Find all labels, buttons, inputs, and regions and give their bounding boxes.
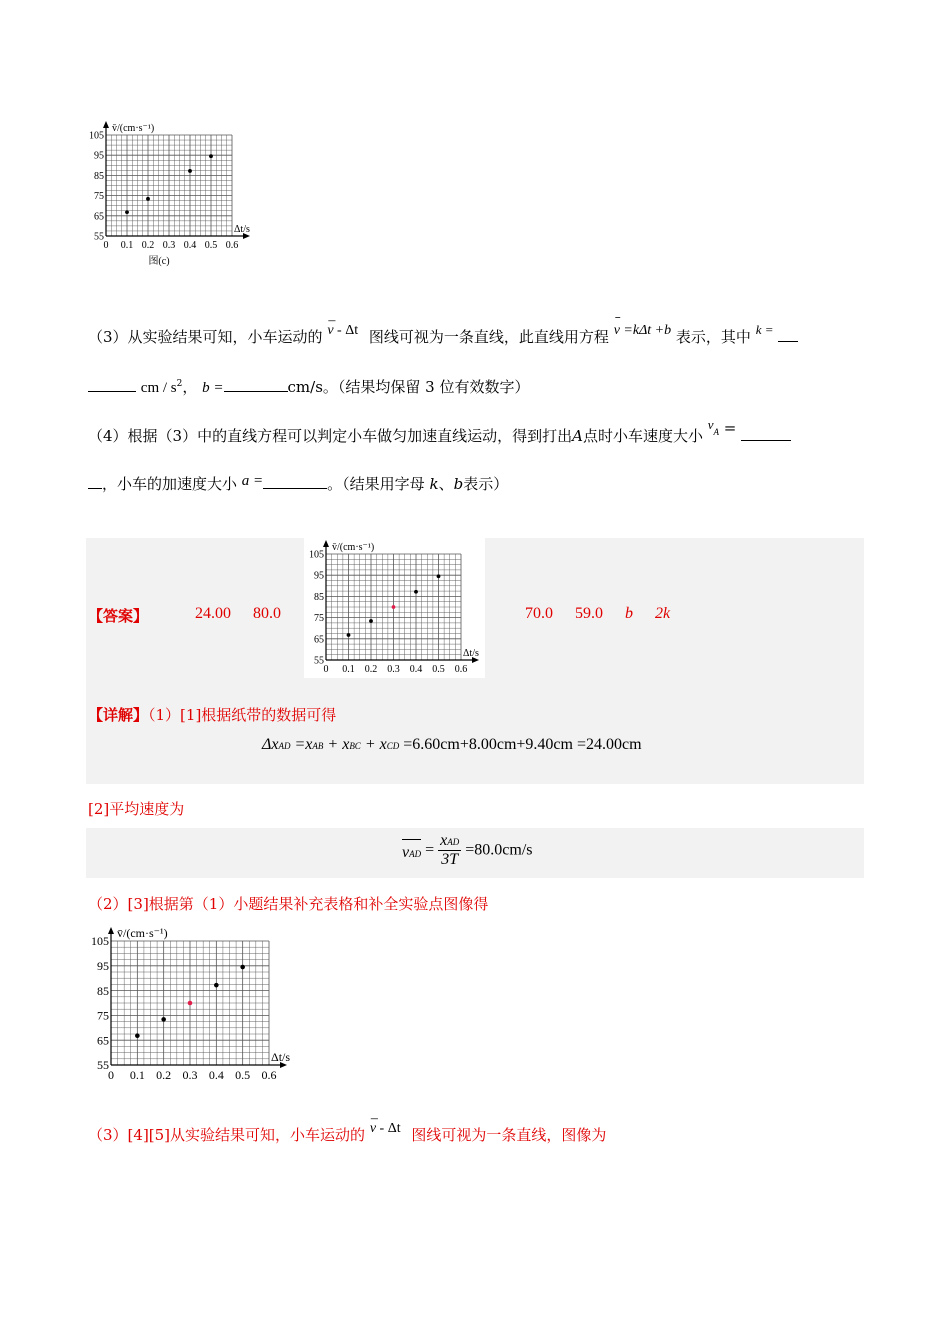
q4-text-1: （4）根据（3）中的直线方程可以判定小车做匀加速直线运动，得到打出 [88, 427, 573, 445]
answer-row [88, 605, 148, 626]
x-tick-label: 0.4 [208, 1068, 224, 1082]
x-tick-label: 0.4 [183, 240, 197, 251]
y-tick-label: 55 [94, 231, 104, 243]
x-tick-label: 0.1 [342, 664, 355, 675]
answer-value-4: 59.0 [575, 605, 603, 622]
eq2-numerator: x [440, 832, 448, 849]
figure-caption: 图(c) [148, 256, 170, 267]
x-tick-label: 0.2 [141, 240, 155, 251]
data-point [188, 169, 192, 173]
q4-a-blank[interactable] [263, 474, 327, 489]
x-tick-label: 0.3 [387, 664, 400, 675]
x-tick-label: 0 [103, 240, 109, 251]
eq2-equals: = [425, 841, 435, 859]
answer-value-3: 70.0 [525, 605, 553, 622]
q3-unit-sup: 2 [176, 379, 183, 389]
y-tick-label: 85 [94, 170, 104, 182]
detail-text-4a: （3）[4][5]从实验结果可知，小车运动的 [88, 1126, 366, 1144]
y-tick-label: 95 [314, 570, 324, 582]
q4-point-a: A [572, 427, 583, 445]
q4-va-blank-a[interactable] [741, 426, 791, 441]
q4-va-blank-b[interactable] [88, 474, 102, 489]
data-point [135, 1033, 140, 1038]
y-tick-label: 105 [309, 549, 324, 561]
answer-value-2: 80.0 [253, 605, 281, 622]
eq2-numerator-sub: AD [447, 837, 460, 847]
y-tick-label: 75 [314, 613, 324, 625]
q3-b-blank[interactable] [224, 377, 288, 392]
q3-line-2 [88, 376, 530, 397]
x-tick-label: 0.5 [432, 664, 445, 675]
q4-b: b [453, 475, 464, 493]
detail-line-1 [88, 704, 336, 725]
x-tick-label: 0.5 [235, 1068, 251, 1082]
detail-chart [84, 923, 299, 1083]
x-tick-label: 0.2 [156, 1068, 172, 1082]
x-tick-label: 0.1 [129, 1068, 145, 1082]
detail-line-3: （2）[3]根据第（1）小题结果补充表格和补全实验点图像得 [88, 895, 489, 913]
x-tick-label: 0.1 [120, 240, 134, 251]
q3-equation: v =kΔt +b [613, 323, 672, 338]
q3-text-1: （3）从实验结果可知，小车运动的 [88, 328, 323, 346]
q4-line-2 [88, 473, 508, 494]
q4-va-sub: A [713, 427, 720, 437]
figure-c-chart [84, 120, 264, 275]
data-point [437, 574, 441, 578]
y-tick-label: 105 [91, 934, 109, 949]
data-point [209, 154, 213, 158]
eq2-v-sub: AD [409, 849, 422, 859]
y-axis-arrow [108, 927, 114, 934]
y-tick-label: 55 [314, 655, 324, 667]
eq1-term-3: + x [364, 736, 387, 753]
q4-sep: 、 [438, 475, 454, 493]
answer-value-1: 24.00 [195, 605, 231, 622]
x-axis-label: Δt/s [463, 648, 479, 659]
detail-vbar: v [369, 1121, 377, 1136]
eq2-denominator: 3T [441, 851, 459, 868]
y-axis-label: v̄/(cm·s⁻¹) [117, 926, 168, 940]
q4-text-4: 。（结果用字母 [327, 475, 425, 493]
eq1-lhs: Δx [262, 736, 279, 753]
q3-unit-1: cm / s [140, 380, 177, 396]
q3-k-blank-a[interactable] [778, 327, 798, 342]
data-point [146, 197, 150, 201]
y-axis-arrow [323, 540, 329, 547]
q3-b-eq: b = [202, 380, 224, 396]
detail-text-4b: 图线可视为一条直线，图像为 [411, 1126, 607, 1144]
y-tick-label: 75 [97, 1008, 109, 1023]
q3-unit-2: cm/s。（结果均保留 3 位有效数字） [287, 378, 530, 396]
answer-label: 【答案】 [88, 607, 149, 625]
q4-text-5: 表示） [463, 475, 509, 493]
data-point [369, 619, 373, 623]
y-tick-label: 85 [314, 591, 324, 603]
q4-a-eq: a = [241, 473, 264, 489]
q4-text-2: 点时小车速度大小 [582, 427, 703, 445]
x-axis-label: Δt/s [271, 1050, 291, 1064]
equation-1 [262, 736, 642, 754]
answer-chart [304, 538, 485, 678]
q4-line-1 [88, 417, 791, 446]
detail-line-2: [2]平均速度为 [88, 800, 185, 818]
data-point [392, 605, 396, 609]
eq1-term-1: =x [294, 736, 313, 753]
eq1-sub-1: AB [312, 741, 324, 751]
x-tick-label: 0.6 [454, 664, 468, 675]
y-tick-label: 95 [94, 150, 104, 162]
detail-text-1: （1）[1]根据纸带的数据可得 [148, 706, 337, 724]
eq1-sub-3: CD [386, 741, 400, 751]
x-tick-label: 0 [108, 1068, 114, 1082]
answer-value-5: b [625, 605, 633, 622]
detail-line-4: （3）[4][5]从实验结果可知，小车运动的 – v - Δt 图线可视为一条直线，图像为 [88, 1111, 607, 1144]
y-tick-label: 105 [89, 130, 104, 142]
data-point [161, 1017, 166, 1022]
x-tick-label: 0.3 [182, 1068, 198, 1082]
y-tick-label: 95 [97, 959, 109, 973]
y-tick-label: 55 [97, 1058, 109, 1073]
data-point [125, 210, 129, 214]
y-axis-label: v̄/(cm·s⁻¹) [332, 542, 375, 553]
x-tick-label: 0.3 [162, 240, 176, 251]
data-point [347, 633, 351, 637]
eq2-v: v [402, 844, 410, 861]
q4-va-eq: = [723, 419, 737, 437]
data-point [240, 965, 245, 970]
answer-value-6: 2k [655, 605, 671, 622]
q4-va: v [707, 417, 714, 432]
q3-k-blank-b[interactable] [88, 377, 136, 392]
data-point [188, 1001, 193, 1006]
x-tick-label: 0.6 [261, 1068, 277, 1082]
x-tick-label: 0.5 [204, 240, 218, 251]
y-tick-label: 85 [97, 983, 109, 998]
data-point [214, 983, 219, 988]
x-tick-label: 0.6 [225, 240, 239, 251]
q3-text-2: 图线可视为一条直线，此直线用方程 [368, 328, 609, 346]
eq1-rhs: =6.60cm+8.00cm+9.40cm =24.00cm [403, 736, 642, 753]
eq2-rhs: =80.0cm/s [465, 841, 533, 859]
data-point [414, 590, 418, 594]
equation-2 [402, 832, 533, 869]
q3-line-1: （3）从实验结果可知，小车运动的 – v - Δt 图线可视为一条直线，此直线用方程 – v =kΔt +b 表示，其中 k = [88, 326, 798, 347]
x-tick-label: 0 [323, 664, 329, 675]
y-tick-label: 65 [97, 1033, 109, 1048]
q3-dash-dt: - Δt [333, 323, 359, 338]
eq1-sub-2: BC [349, 741, 361, 751]
x-axis-label: Δt/s [234, 224, 250, 235]
detail-label: 【详解】 [88, 706, 149, 724]
detail-dash-dt: - Δt [376, 1121, 401, 1136]
y-axis-label: v̄/(cm·s⁻¹) [112, 123, 155, 134]
q3-text-3: 表示，其中 [675, 328, 751, 346]
eq1-lhs-sub: AD [278, 741, 291, 751]
eq1-term-2: + x [327, 736, 350, 753]
q4-text-3: ，小车的加速度大小 [102, 475, 238, 493]
q3-k-eq: k = [755, 322, 774, 337]
x-tick-label: 0.4 [409, 664, 423, 675]
x-tick-label: 0.2 [364, 664, 378, 675]
y-tick-label: 65 [314, 634, 324, 646]
y-axis-arrow [103, 121, 109, 128]
q4-k: k [429, 475, 439, 493]
y-tick-label: 65 [94, 211, 104, 223]
q3-vbar: v [327, 323, 334, 338]
y-tick-label: 75 [94, 191, 104, 203]
q3-comma: ， [182, 378, 198, 396]
